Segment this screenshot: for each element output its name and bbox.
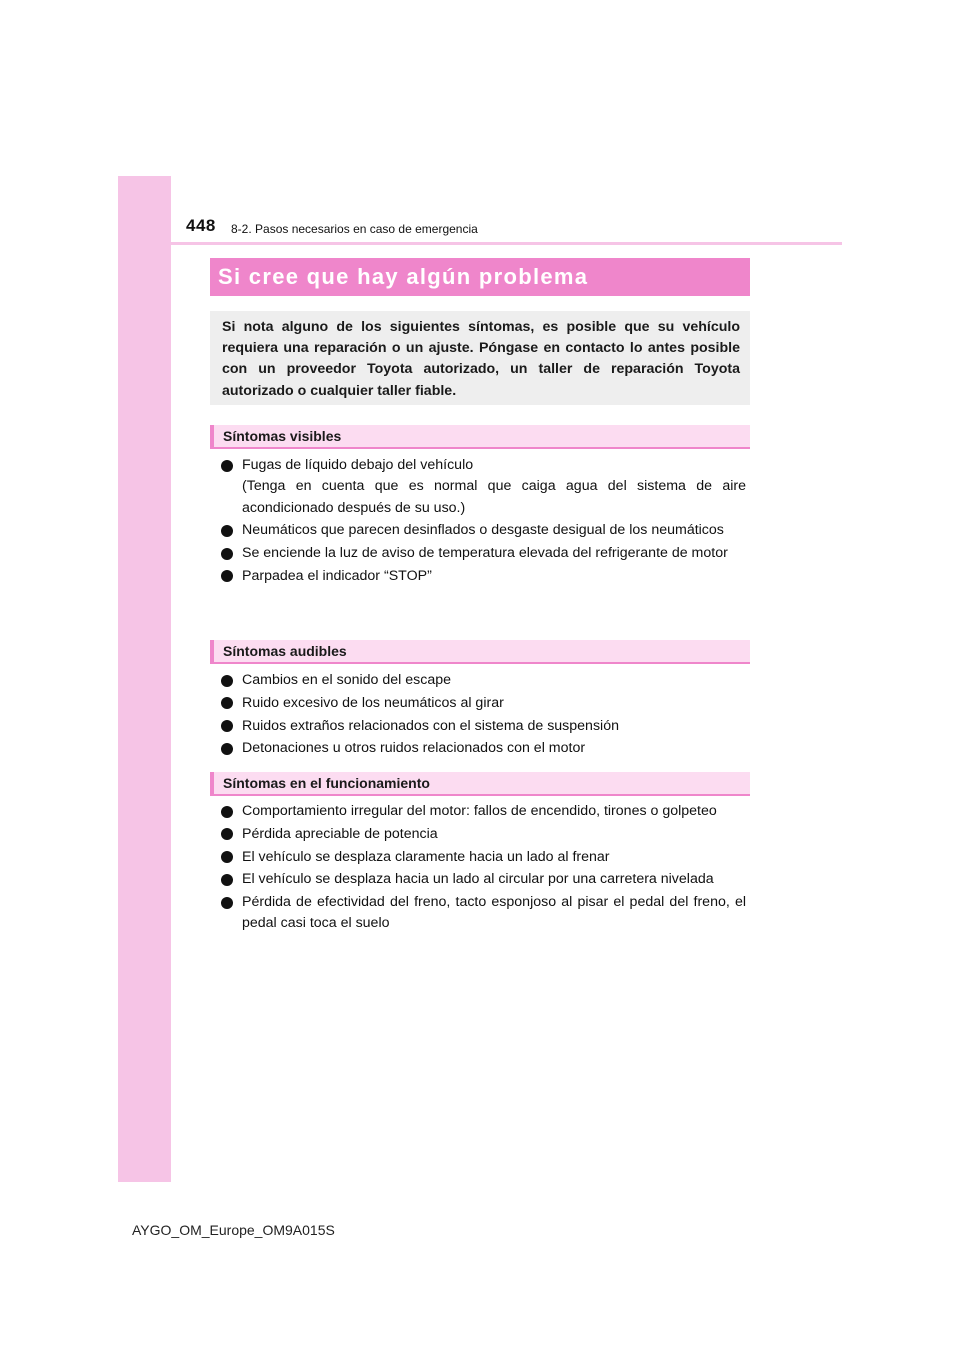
list-item-text: Fugas de líquido debajo del vehículo [242, 457, 474, 473]
page-title-bar [210, 258, 750, 296]
bullet-icon [221, 570, 233, 582]
intro-text: Si nota alguno de los siguientes síntomas, es posible que su vehículo requiera una reparación o un ajuste. Póngase en contacto lo antes posible con un proveedor Toyota autorizado, un taller de reparación Toyota autorizado o cualquier taller fiable. [222, 319, 740, 399]
subheading-label: Síntomas audibles [223, 643, 347, 659]
bullet-icon [221, 548, 233, 560]
document-code: AYGO_OM_Europe_OM9A015S [132, 1222, 335, 1238]
subheading-visible [210, 425, 750, 449]
list-item-text: Comportamiento irregular del motor: fallos de encendido, tirones o golpeteo [242, 803, 717, 819]
bullet-icon [221, 460, 233, 472]
bullet-icon [221, 743, 233, 755]
list-item-text: Pérdida de efectividad del freno, tacto esponjoso al pisar el pedal del freno, el pedal casi toca el suelo [242, 894, 746, 932]
list-item-note: (Tenga en cuenta que es normal que caiga agua del sistema de aire acondicionado después de su uso.) [242, 478, 746, 516]
list-item-text: Cambios en el sonido del escape [242, 672, 452, 688]
bullet-icon [221, 828, 233, 840]
list-operation [218, 801, 746, 936]
page-number: 448 [186, 216, 216, 235]
list-item-text: El vehículo se desplaza hacia un lado al circular por una carretera nivelada [242, 871, 714, 888]
list-item [218, 693, 746, 714]
list-item [218, 716, 746, 737]
side-margin-band [118, 176, 171, 1182]
list-item-text: Ruidos extraños relacionados con el sistema de suspensión [242, 717, 619, 734]
list-item-text: Pérdida apreciable de potencia [242, 825, 438, 842]
list-visible [218, 455, 746, 589]
list-item [218, 455, 746, 519]
bullet-icon [221, 675, 233, 687]
bullet-icon [221, 697, 233, 709]
list-item-text: Neumáticos que parecen desinflados o desgaste desigual de los neumáticos [242, 522, 724, 539]
list-item [218, 566, 746, 587]
list-item-text: Parpadea el indicador “STOP” [242, 567, 432, 584]
bullet-icon [221, 806, 233, 818]
list-item [218, 670, 746, 691]
subheading-label: Síntomas en el funcionamiento [223, 775, 430, 791]
subheading-operation [210, 772, 750, 796]
page-title: Si cree que hay algún problema [218, 264, 589, 289]
list-item-text: Detonaciones u otros ruidos relacionados con el motor [242, 740, 586, 757]
list-item [218, 824, 746, 845]
bullet-icon [221, 525, 233, 537]
list-item [218, 738, 746, 759]
bullet-icon [221, 874, 233, 886]
list-item-text: El vehículo se desplaza claramente hacia un lado al frenar [242, 848, 610, 865]
list-audible [218, 670, 746, 761]
list-item-text: Ruido excesivo de los neumáticos al girar [242, 694, 504, 711]
list-item [218, 801, 746, 822]
bullet-icon [221, 720, 233, 732]
list-item [218, 892, 746, 935]
subheading-label: Síntomas visibles [223, 428, 342, 444]
header-rule [118, 242, 842, 245]
bullet-icon [221, 851, 233, 863]
list-item [218, 520, 746, 541]
list-item [218, 543, 746, 564]
list-item [218, 847, 746, 868]
section-reference: 8-2. Pasos necesarios en caso de emergencia [231, 222, 478, 236]
list-item-text: Se enciende la luz de aviso de temperatura elevada del refrigerante de motor [242, 545, 728, 562]
bullet-icon [221, 897, 233, 909]
list-item [218, 869, 746, 890]
subheading-audible [210, 640, 750, 664]
intro-box [210, 311, 750, 405]
